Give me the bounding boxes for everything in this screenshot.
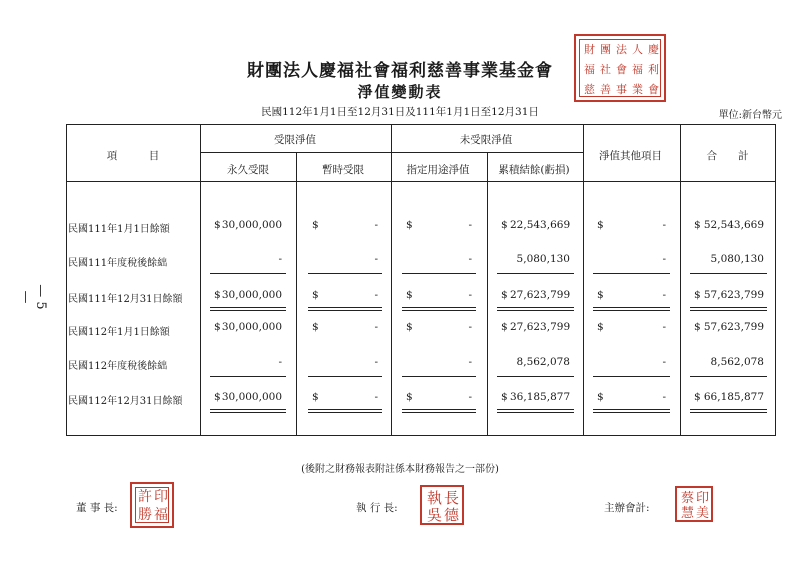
cell-other: - [662,219,666,231]
currency-symbol: $ [501,321,508,333]
row-label: 民國111年度稅後餘絀 [68,258,168,269]
currency-symbol: $ [597,321,604,333]
subtotal-rule [308,273,382,274]
cell-total: 8,562,078 [710,356,764,368]
foundation-seal: 財 團 法 人 慶 福 社 會 福 利 慈 善 事 業 會 [574,34,666,102]
cell-permanent: 30,000,000 [221,391,282,403]
cell-temporary: - [374,391,378,403]
subtotal-rule [210,273,286,274]
header-restricted: 受限淨值 [274,134,316,146]
cell-designated: - [468,391,472,403]
currency-symbol: $ [214,321,221,333]
statement-title: 淨值變動表 [357,83,443,101]
currency-symbol: $ [597,289,604,301]
currency-symbol: $ [501,289,508,301]
cell-designated: - [468,253,472,265]
cell-designated: - [468,321,472,333]
subtotal-rule [308,376,382,377]
cell-temporary: - [374,253,378,265]
subtotal-rule [593,376,670,377]
currency-symbol: $ [406,219,413,231]
subtotal-rule [210,376,286,377]
organization-title: 財團法人慶福社會福利慈善事業基金會 [247,61,553,81]
total-double-rule [497,307,574,311]
total-double-rule [308,307,382,311]
row-label: 民國111年1月1日餘額 [68,224,170,235]
row-label: 民國111年12月31日餘額 [68,294,183,305]
cell-accumulated: 8,562,078 [516,356,570,368]
cell-other: - [662,321,666,333]
header-designated: 指定用途淨值 [406,164,470,176]
cell-other: - [662,289,666,301]
total-double-rule [308,409,382,413]
page-number: — 5 — [18,284,48,310]
currency-symbol: $ [406,391,413,403]
cell-temporary: - [374,219,378,231]
currency-symbol: $ [312,321,319,333]
cell-accumulated: 27,623,799 [510,289,571,301]
currency-symbol: $ [214,219,221,231]
currency-symbol: $ [597,391,604,403]
row-label: 民國112年12月31日餘額 [68,396,183,407]
currency-symbol: $ [406,289,413,301]
total-double-rule [690,409,767,413]
executive-seal: 執 長 吳 德 [420,485,464,525]
currency-symbol: $ [214,289,221,301]
header-item: 項 目 [106,150,160,162]
currency-symbol: $ [694,289,701,301]
header-other: 淨值其他項目 [599,150,662,162]
cell-total: 52,543,669 [703,219,764,231]
currency-symbol: $ [694,219,701,231]
header-unrestricted: 未受限淨值 [459,134,513,146]
total-double-rule [402,409,476,413]
cell-total: 5,080,130 [710,253,764,265]
cell-total: 57,623,799 [703,321,764,333]
chairman-label: 董 事 長: [76,502,118,514]
subtotal-rule [593,273,670,274]
total-double-rule [690,307,767,311]
cell-accumulated: 22,543,669 [510,219,571,231]
cell-accumulated: 36,185,877 [510,391,571,403]
accountant-label: 主辦會計: [604,502,650,514]
currency-symbol: $ [501,391,508,403]
total-double-rule [402,307,476,311]
accountant-seal: 蔡 印 慧 美 [675,486,713,522]
header-total: 合 計 [706,150,749,162]
currency-symbol: $ [501,219,508,231]
currency-symbol: $ [406,321,413,333]
currency-symbol: $ [597,219,604,231]
cell-designated: - [468,289,472,301]
currency-symbol: $ [312,391,319,403]
header-accumulated: 累積結餘(虧損) [498,164,570,176]
subtotal-rule [690,376,767,377]
currency-symbol: $ [694,391,701,403]
currency-symbol: $ [312,219,319,231]
cell-accumulated: 27,623,799 [510,321,571,333]
cell-other: - [662,391,666,403]
total-double-rule [593,307,670,311]
footnote: (後附之財務報表附註係本財務報告之一部份) [301,464,499,475]
header-permanent: 永久受限 [227,164,269,176]
cell-temporary: - [374,356,378,368]
cell-permanent: 30,000,000 [221,289,282,301]
subtotal-rule [402,376,476,377]
cell-total: 57,623,799 [703,289,764,301]
subtotal-rule [497,376,574,377]
total-double-rule [210,307,286,311]
header-temporary: 暫時受限 [322,164,364,176]
cell-temporary: - [374,321,378,333]
cell-permanent: 30,000,000 [221,219,282,231]
cell-permanent: - [278,253,282,265]
currency-symbol: $ [214,391,221,403]
currency-unit: 單位:新台幣元 [718,110,782,121]
currency-symbol: $ [312,289,319,301]
row-label: 民國112年度稅後餘絀 [68,361,168,372]
subtotal-rule [690,273,767,274]
row-label: 民國112年1月1日餘額 [68,327,170,338]
reporting-period: 民國112年1月1日至12月31日及111年1月1日至12月31日 [261,106,539,118]
cell-other: - [662,253,666,265]
cell-temporary: - [374,289,378,301]
executive-label: 執 行 長: [356,502,398,514]
cell-permanent: - [278,356,282,368]
cell-designated: - [468,219,472,231]
total-double-rule [210,409,286,413]
cell-other: - [662,356,666,368]
total-double-rule [497,409,574,413]
chairman-seal: 許 印 勝 福 [130,482,174,528]
cell-designated: - [468,356,472,368]
cell-accumulated: 5,080,130 [516,253,570,265]
total-double-rule [593,409,670,413]
subtotal-rule [402,273,476,274]
subtotal-rule [497,273,574,274]
cell-permanent: 30,000,000 [221,321,282,333]
cell-total: 66,185,877 [703,391,764,403]
currency-symbol: $ [694,321,701,333]
